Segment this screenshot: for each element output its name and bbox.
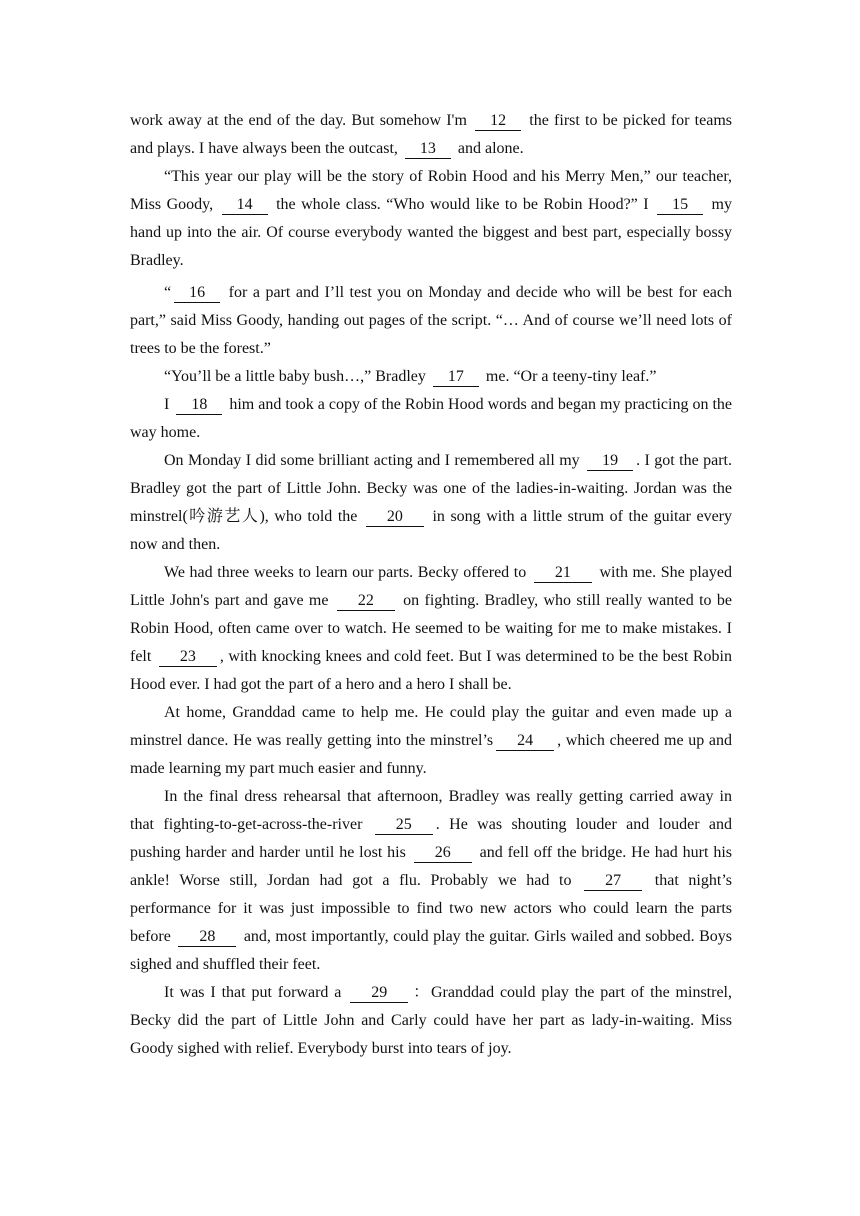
blank-number: 25 (375, 816, 433, 835)
blank-number: 13 (405, 140, 451, 159)
paragraph-text: with me. She played Little John's part and gave me (130, 564, 732, 609)
paragraph-text: the whole class. “Who would like to be Robin Hood?” I (270, 196, 655, 213)
paragraph-text: We had three weeks to learn our parts. Becky offered to (164, 564, 531, 581)
paragraph-text: . I got the part. Bradley got the part of Little John. Becky was one of the ladies-in-waiting. Jordan was the minstrel(吟游艺人), who told the (130, 452, 733, 525)
paragraph-text: “This year our play will be the story of Robin Hood and his Merry Men,” our teacher, Miss Goody, (130, 168, 732, 213)
blank-number: 22 (337, 592, 395, 611)
paragraph-text: the first to be picked for teams and plays. I have always been the outcast, (130, 112, 732, 157)
paragraph-text: “You’ll be a little baby bush…,” Bradley (164, 368, 430, 385)
paragraph-text: me. “Or a teeny-tiny leaf.” (481, 368, 657, 385)
paragraph-text: my hand up into the air. Of course everybody wanted the biggest and best part, especially bossy Bradley. (130, 196, 733, 269)
blank-number: 26 (414, 844, 472, 863)
paragraph-text: for a part and I’ll test you on Monday and decide who will be best for each part,” said Miss Goody, handing out pages of the script. “… And of course we’ll need lots of trees to be the forest.” (130, 284, 732, 357)
blank-number: 16 (174, 284, 220, 303)
paragraph (130, 699, 732, 783)
blank-number: 15 (657, 196, 703, 215)
blank-number: 28 (178, 928, 236, 947)
paragraph (130, 391, 732, 447)
paragraph-text: work away at the end of the day. But somehow I'm (130, 112, 473, 129)
paragraph-text: At home, Granddad came to help me. He could play the guitar and even made up a minstrel dance. He was really getting into the minstrel’s (130, 704, 732, 749)
paragraph-text: I (164, 396, 174, 413)
paragraph-text: that night’s performance for it was just impossible to find two new actors who could learn the parts before (130, 872, 732, 945)
paragraph-text: and fell off the bridge. He had hurt his ankle! Worse still, Jordan had got a flu. Probably we had to (130, 844, 732, 889)
passage-body (130, 107, 732, 1063)
paragraph (130, 979, 732, 1063)
paragraph (130, 163, 732, 275)
blank-number: 23 (159, 648, 217, 667)
paragraph-text: It was I that put forward a (164, 984, 348, 1001)
blank-number: 27 (584, 872, 642, 891)
paragraph (130, 363, 732, 391)
paragraph-text: him and took a copy of the Robin Hood words and began my practicing on the way home. (130, 396, 733, 441)
paragraph-text: On Monday I did some brilliant acting and I remembered all my (164, 452, 585, 469)
paragraph-text: . He was shouting louder and louder and pushing harder and harder until he lost his (130, 816, 733, 861)
paragraph-text: and alone. (453, 140, 524, 157)
blank-number: 14 (222, 196, 268, 215)
paragraph-text: and, most importantly, could play the guitar. Girls wailed and sobbed. Boys sighed and shuffled their feet. (130, 928, 733, 973)
blank-number: 12 (475, 112, 521, 131)
blank-number: 29 (350, 984, 408, 1003)
paragraph-text: , which cheered me up and made learning my part much easier and funny. (130, 732, 733, 777)
paragraph-text: “ (164, 284, 172, 301)
paragraph (130, 447, 732, 559)
paragraph-text: , with knocking knees and cold feet. But I was determined to be the best Robin Hood ever. I had got the part of a hero and a hero I shall be. (130, 648, 732, 693)
paragraph-text: In the final dress rehearsal that afternoon, Bradley was really getting carried away in that fighting-to-get-across-the-river (130, 788, 732, 833)
paragraph-text: in song with a little strum of the guitar every now and then. (130, 508, 733, 553)
paragraph-text: ：Granddad could play the part of the minstrel, Becky did the part of Little John and Carly could have her part as lady-in-waiting. Miss Goody sighed with relief. Everybody burst into tears of joy. (130, 984, 732, 1057)
blank-number: 20 (366, 508, 424, 527)
paragraph (130, 107, 732, 163)
blank-number: 18 (176, 396, 222, 415)
blank-number: 24 (496, 732, 554, 751)
paragraph-text: on fighting. Bradley, who still really wanted to be Robin Hood, often came over to watch. He seemed to be waiting for me to make mistakes. I felt (130, 592, 732, 665)
blank-number: 21 (534, 564, 592, 583)
paragraph (130, 783, 732, 979)
blank-number: 17 (433, 368, 479, 387)
blank-number: 19 (587, 452, 633, 471)
paragraph (130, 279, 732, 363)
paragraph (130, 559, 732, 699)
